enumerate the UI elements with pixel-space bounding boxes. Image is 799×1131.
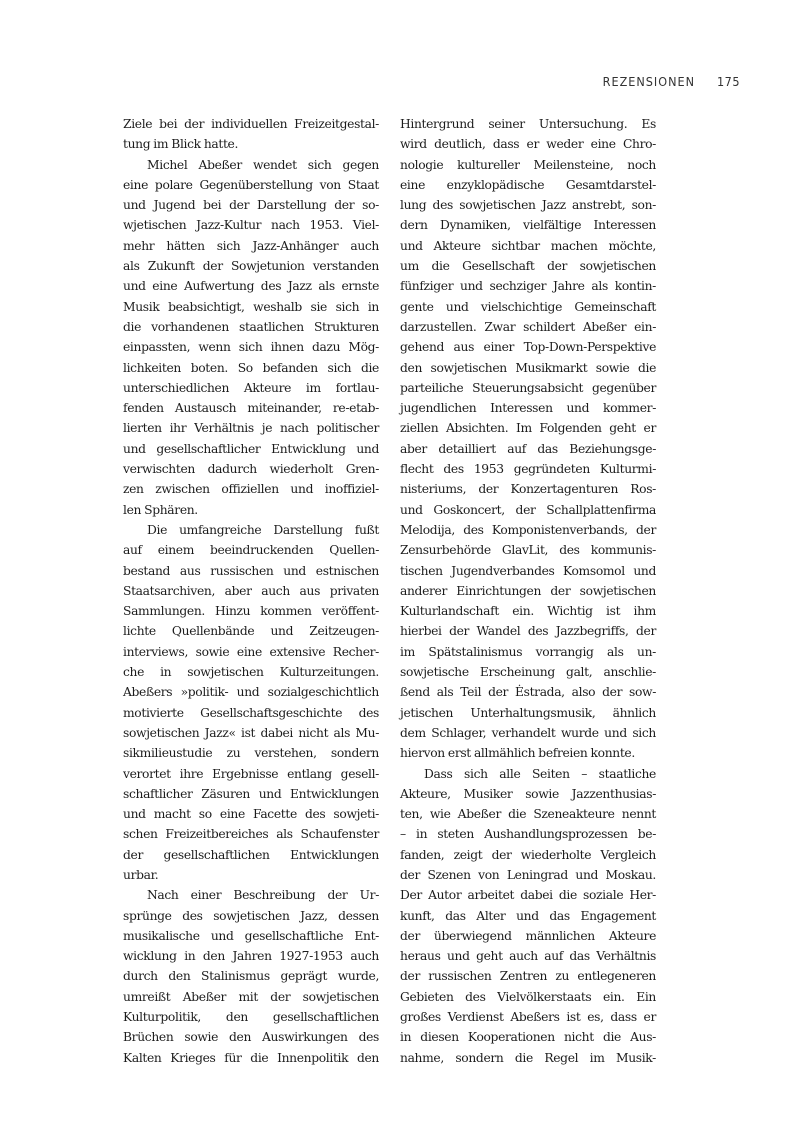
text-line: darzustellen. Zwar schildert Abeßer ein- <box>400 319 656 334</box>
text-line: Michel Abeßer wendet sich gegen <box>147 157 379 172</box>
text-line: verwischten dadurch wiederholt Gren- <box>123 462 379 477</box>
text-line: nisteriums, der Konzertagenturen Ros- <box>400 482 656 497</box>
text-line: parteiliche Steuerungsabsicht gegenüber <box>400 380 656 395</box>
text-line: motivierte Gesellschaftsgeschichte des <box>123 705 379 720</box>
text-line: fanden, zeigt der wiederholte Vergleich <box>400 847 656 862</box>
text-line: che in sowjetischen Kulturzeitungen. <box>123 665 379 680</box>
text-line: Staatsarchiven, aber auch aus privaten <box>123 583 379 598</box>
text-line: jetischen Unterhaltungsmusik, ähnlich <box>400 705 656 720</box>
text-line: wicklung in den Jahren 1927-1953 auch <box>123 949 379 964</box>
text-line: Akteure, Musiker sowie Jazzenthusias- <box>400 786 656 801</box>
text-line: eine polare Gegenüberstellung von Staat <box>123 177 379 192</box>
text-line: anderer Einrichtungen der sowjetischen <box>400 583 656 598</box>
text-line: interviews, sowie eine extensive Recher- <box>123 644 379 659</box>
text-line: sowjetischen Jazz« ist dabei nicht als Mu- <box>123 725 379 740</box>
text-line: einpassten, wenn sich ihnen dazu Mög- <box>123 340 379 355</box>
text-line: den sowjetischen Musikmarkt sowie die <box>400 360 656 375</box>
text-line: Der Autor arbeitet dabei die soziale Her- <box>400 888 656 903</box>
text-line: tung im Blick hatte. <box>123 137 239 152</box>
page-number: 175 <box>717 73 740 89</box>
text-line: wird deutlich, dass er weder eine Chro- <box>400 137 656 152</box>
running-head <box>540 71 740 91</box>
text-line: sowjetische Erscheinung galt, anschlie- <box>400 665 656 680</box>
text-line: mehr hätten sich Jazz-Anhänger auch <box>123 238 379 253</box>
text-line: urbar. <box>123 867 159 882</box>
text-line: schen Freizeitbereiches als Schaufenster <box>123 827 379 842</box>
text-line: und macht so eine Facette des sowjeti- <box>123 807 379 822</box>
text-line: Kulturlandschaft ein. Wichtig ist ihm <box>400 604 656 619</box>
text-line: großes Verdienst Abeßers ist es, dass er <box>400 1010 656 1025</box>
text-line: zen zwischen offiziellen und inoffiziel- <box>123 482 379 497</box>
text-line: Kulturpolitik, den gesellschaftlichen <box>123 1010 379 1025</box>
text-line: gehend aus einer Top-Down-Perspektive <box>400 340 656 355</box>
text-line: der überwiegend männlichen Akteure <box>400 928 656 943</box>
text-line: bestand aus russischen und estnischen <box>123 563 379 578</box>
text-line: fenden Austausch miteinander, re-etab- <box>123 401 379 416</box>
text-line: kunft, das Alter und das Engagement <box>400 908 656 923</box>
text-column-left <box>123 114 379 1068</box>
text-line: Zensurbehörde GlavLit, des kommunis- <box>400 543 656 558</box>
text-line: Abeßers »politik- und sozialgeschichtlich <box>123 685 379 700</box>
text-line: um die Gesellschaft der sowjetischen <box>400 259 656 274</box>
text-line: gente und vielschichtige Gemeinschaft <box>400 299 656 314</box>
text-line: der gesellschaftlichen Entwicklungen <box>123 847 379 862</box>
section-title: REZENSIONEN <box>602 73 696 89</box>
text-line: Sammlungen. Hinzu kommen veröffent- <box>123 604 379 619</box>
text-line: und Jugend bei der Darstellung der so- <box>123 198 379 213</box>
text-line: Kalten Krieges für die Innenpolitik den <box>123 1050 379 1065</box>
text-line: dem Schlager, verhandelt wurde und sich <box>400 725 656 740</box>
text-line: dern Dynamiken, vielfältige Interessen <box>400 218 656 233</box>
text-line: jugendlichen Interessen und kommer- <box>400 401 656 416</box>
text-line: tischen Jugendverbandes Komsomol und <box>400 563 656 578</box>
text-line: hierbei der Wandel des Jazzbegriffs, der <box>400 624 656 639</box>
text-line: heraus und geht auch auf das Verhältnis <box>400 949 656 964</box>
text-line: schaftlicher Zäsuren und Entwicklungen <box>123 786 379 801</box>
text-line: nahme, sondern die Regel im Musik- <box>400 1050 656 1065</box>
text-line: ßend als Teil der Ėstrada, also der sow- <box>400 685 656 700</box>
text-line: musikalische und gesellschaftliche Ent- <box>123 928 379 943</box>
text-line: hiervon erst allmählich befreien konnte. <box>400 746 635 761</box>
text-line: und Akteure sichtbar machen möchte, <box>400 238 656 253</box>
text-line: sikmilieustudie zu verstehen, sondern <box>123 746 379 761</box>
text-column-right <box>400 114 656 1068</box>
text-line: lichte Quellenbände und Zeitzeugen- <box>123 624 379 639</box>
text-line: der Szenen von Leningrad und Moskau. <box>400 867 656 882</box>
text-line: unterschiedlichen Akteure im fortlau- <box>123 380 379 395</box>
text-line: in diesen Kooperationen nicht die Aus- <box>400 1030 656 1045</box>
text-line: umreißt Abeßer mit der sowjetischen <box>123 989 379 1004</box>
text-line: lung des sowjetischen Jazz anstrebt, son- <box>400 198 656 213</box>
text-line: lichkeiten boten. So befanden sich die <box>123 360 379 375</box>
text-line: fünfziger und sechziger Jahre als kontin- <box>400 279 656 294</box>
text-line: durch den Stalinismus geprägt wurde, <box>123 969 379 984</box>
text-line: und eine Aufwertung des Jazz als ernste <box>123 279 379 294</box>
text-line: Brüchen sowie den Auswirkungen des <box>123 1030 379 1045</box>
text-line: Melodija, des Komponistenverbands, der <box>400 522 656 537</box>
text-line: len Sphären. <box>123 502 198 517</box>
text-line: Nach einer Beschreibung der Ur- <box>147 888 379 903</box>
text-line: im Spätstalinismus vorrangig als un- <box>400 644 656 659</box>
text-line: sprünge des sowjetischen Jazz, dessen <box>123 908 379 923</box>
text-line: als Zukunft der Sowjetunion verstanden <box>123 259 379 274</box>
text-line: Die umfangreiche Darstellung fußt <box>147 522 379 537</box>
text-line: die vorhandenen staatlichen Strukturen <box>123 319 379 334</box>
text-line: flecht des 1953 gegründeten Kulturmi- <box>400 462 656 477</box>
text-line: verortet ihre Ergebnisse entlang gesell- <box>123 766 379 781</box>
text-line: wjetischen Jazz-Kultur nach 1953. Viel- <box>123 218 379 233</box>
text-line: Gebieten des Vielvölkerstaats ein. Ein <box>400 989 656 1004</box>
text-line: – in steten Aushandlungsprozessen be- <box>400 827 656 842</box>
text-line: lierten ihr Verhältnis je nach politischer <box>123 421 379 436</box>
text-line: auf einem beeindruckenden Quellen- <box>123 543 379 558</box>
text-line: ziellen Absichten. Im Folgenden geht er <box>400 421 656 436</box>
text-line: nologie kultureller Meilensteine, noch <box>400 157 656 172</box>
text-line: Hintergrund seiner Untersuchung. Es <box>400 117 656 131</box>
text-line: und gesellschaftlicher Entwicklung und <box>123 441 379 456</box>
text-line: Ziele bei der individuellen Freizeitgestal- <box>123 117 379 131</box>
text-line: aber detailliert auf das Beziehungsge- <box>400 441 656 456</box>
text-line: eine enzyklopädische Gesamtdarstel- <box>400 177 656 192</box>
text-line: Dass sich alle Seiten – staatliche <box>424 766 656 781</box>
text-line: ten, wie Abeßer die Szeneakteure nennt <box>400 807 656 822</box>
text-line: und Goskoncert, der Schallplattenfirma <box>400 502 656 517</box>
text-line: der russischen Zentren zu entlegeneren <box>400 969 656 984</box>
text-line: Musik beabsichtigt, weshalb sie sich in <box>123 299 379 314</box>
